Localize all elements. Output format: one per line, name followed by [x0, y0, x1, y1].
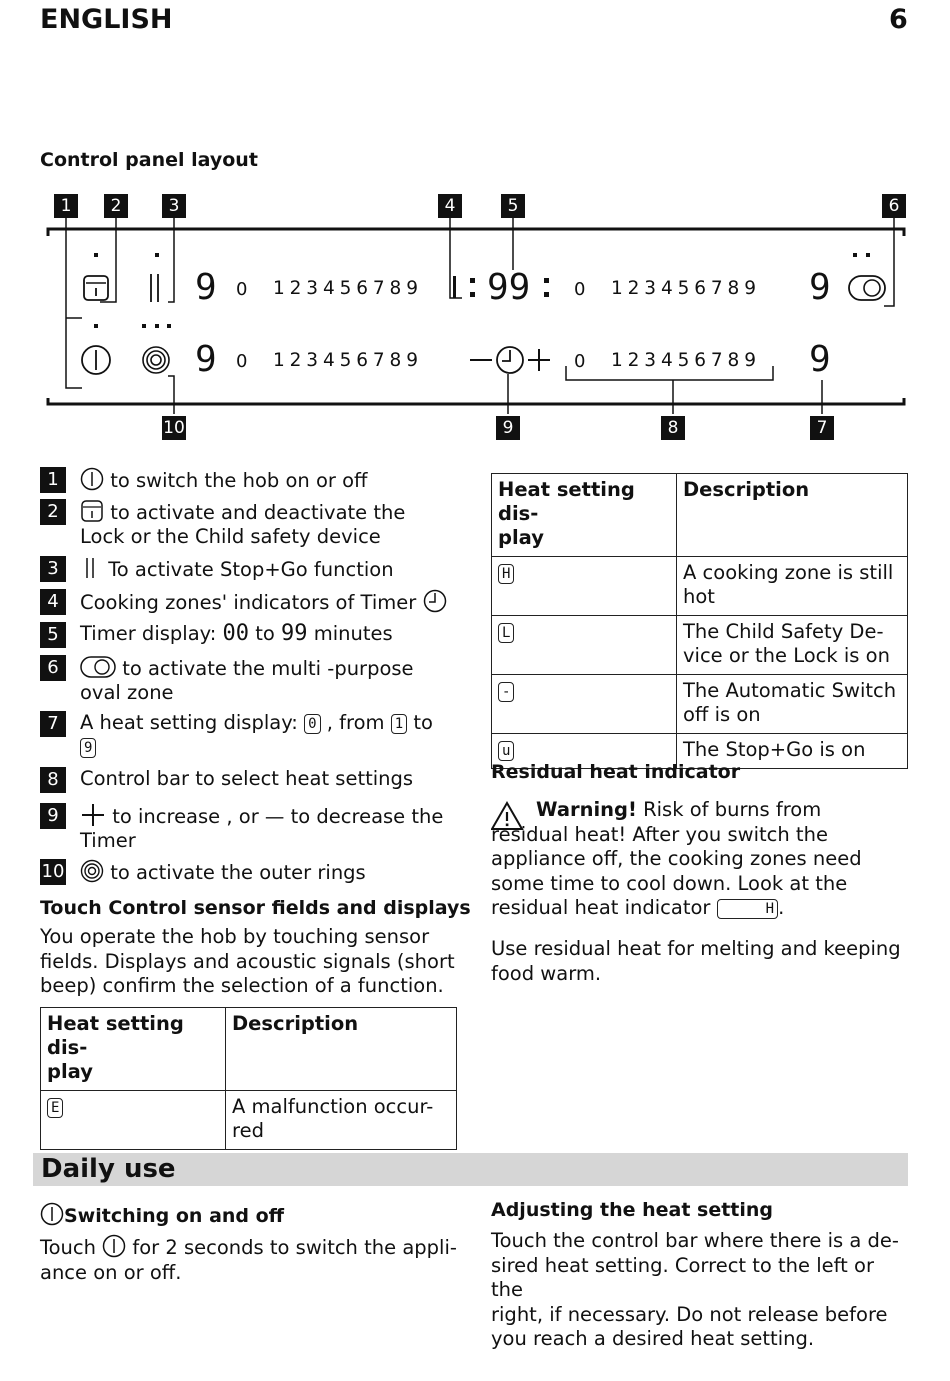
callout-5: 5: [501, 194, 525, 218]
residual-heat-symbol: H: [717, 899, 778, 919]
heat-from-symbol: 1: [391, 714, 407, 734]
legend-number: 5: [40, 622, 66, 648]
heat-max-symbol: 9: [80, 738, 96, 758]
legend-number: 2: [40, 499, 66, 525]
lock-icon: [84, 276, 108, 300]
heat-display-table-left: [40, 1007, 457, 1150]
adjusting-title: Adjusting the heat setting: [491, 1199, 774, 1221]
callout-7: 7: [810, 416, 834, 440]
plus-icon: [528, 349, 550, 371]
switching-title-text: Switching on and off: [64, 1205, 285, 1227]
heat-min-symbol: 0: [304, 714, 320, 734]
leader-1: [66, 218, 82, 388]
display-symbol: L: [498, 623, 514, 643]
legend-text: to activate the multi -purpose oval zone: [80, 657, 414, 704]
legend-item-5: [40, 622, 455, 646]
legend-text: Control bar to select heat settings: [80, 767, 414, 790]
oval-zone-icon: [80, 655, 116, 679]
callout-9: 9: [496, 416, 520, 440]
table-header: Heat setting dis- play: [41, 1008, 226, 1091]
callout-2: 2: [104, 194, 128, 218]
page-number: 6: [889, 4, 908, 35]
table-header: Heat setting dis- play: [492, 474, 677, 557]
power-icon: [40, 1202, 64, 1226]
table-cell: [492, 616, 677, 675]
plus-icon: [80, 803, 106, 827]
table-cell: [41, 1091, 226, 1150]
timer-min-value: 00: [222, 621, 250, 646]
warning-text: Risk of burns from residual heat! After you switch the appliance off, the cooking zones need some time to cool down. Look at the residual heat indicator: [491, 798, 862, 919]
rings-icon: [143, 347, 169, 373]
legend-item-6: [40, 655, 455, 705]
power-icon: [82, 346, 110, 374]
scale-zero-top-right: 0: [574, 279, 586, 300]
legend-text: to switch the hob on or off: [110, 469, 368, 492]
table-cell: The Child Safety De- vice or the Lock is on: [677, 616, 908, 675]
residual-heat-title: Residual heat indicator: [491, 761, 741, 783]
zone-digit-top-left: 9: [195, 267, 217, 308]
warning-label: Warning!: [536, 798, 637, 821]
table-header: Description: [226, 1008, 457, 1091]
adjusting-body: Touch the control bar where there is a de- sired heat setting. Correct to the left or the right, if necessary. Do not release before you reach a desired heat setting.: [491, 1229, 899, 1350]
switching-text: for 2 seconds to switch the appli- ance on or off.: [40, 1236, 457, 1284]
heat-scale-bottom-right[interactable]: 1 2 3 4 5 6 7 8 9: [611, 350, 756, 371]
power-icon: [80, 467, 104, 491]
leader-10: [168, 376, 174, 414]
legend-number: 10: [40, 859, 66, 885]
power-icon: [102, 1234, 126, 1258]
rings-icon: [80, 859, 104, 883]
legend-number: 6: [40, 655, 66, 681]
table-cell: A cooking zone is still hot: [677, 557, 908, 616]
display-symbol: E: [47, 1098, 63, 1118]
residual-warning: Warning! Risk of burns from residual heat! After you switch the appliance off, the cooking zones need some time to cool down. Look at the residual heat indicator H .: [491, 798, 862, 919]
legend-number: 1: [40, 467, 66, 493]
heat-display-table-right: [491, 473, 908, 769]
heat-scale-bottom-left[interactable]: 1 2 3 4 5 6 7 8 9: [273, 350, 418, 371]
table-cell: A malfunction occur- red: [226, 1091, 457, 1150]
zone-digit-top-right: 9: [809, 267, 831, 308]
language-header: ENGLISH: [40, 4, 173, 35]
scale-zero-bottom-right: 0: [574, 351, 586, 372]
heat-scale-top-right[interactable]: 1 2 3 4 5 6 7 8 9: [611, 278, 756, 299]
scale-zero-top-left: 0: [236, 279, 248, 300]
table-cell: The Automatic Switch off is on: [677, 675, 908, 734]
legend-text: Cooking zones' indicators of Timer: [80, 591, 417, 614]
legend-item-1: [40, 467, 455, 493]
legend-text: to increase , or — to decrease the Timer: [80, 805, 444, 852]
leader-8: [566, 366, 773, 414]
clock-icon: [423, 589, 447, 613]
legend-text: to activate the outer rings: [110, 861, 366, 884]
table-header: Description: [677, 474, 908, 557]
leader-6: [884, 218, 894, 306]
daily-use-title: Daily use: [41, 1154, 176, 1184]
pause-icon: [80, 556, 102, 580]
legend-text: minutes: [313, 622, 393, 645]
heat-scale-top-left[interactable]: 1 2 3 4 5 6 7 8 9: [273, 278, 418, 299]
scale-zero-bottom-left: 0: [236, 351, 248, 372]
legend-text: Timer display:: [80, 622, 217, 645]
oval-zone-icon: [849, 276, 885, 300]
pause-icon: [151, 274, 158, 302]
display-symbol: -: [498, 682, 514, 702]
legend-item-9: [40, 803, 455, 853]
legend-item-10: [40, 859, 455, 885]
switching-text: Touch: [40, 1236, 96, 1259]
legend-item-7: [40, 711, 455, 759]
legend-number: 8: [40, 767, 66, 793]
timer-display: 99: [487, 267, 531, 308]
legend-item-3: [40, 556, 455, 582]
callout-4: 4: [438, 194, 462, 218]
zone-digit-bottom-right: 9: [809, 339, 831, 380]
switching-body: [40, 1234, 460, 1285]
touch-control-body: You operate the hob by touching sensor fields. Displays and acoustic signals (short beep) confirm the selection of a function.: [40, 925, 455, 997]
legend-number: 4: [40, 589, 66, 615]
legend-text: to: [255, 622, 275, 645]
control-panel-title: Control panel layout: [40, 149, 258, 171]
clock-icon: [497, 347, 523, 373]
callout-10: 10: [163, 418, 185, 438]
legend-number: 9: [40, 803, 66, 829]
leader-3: [168, 218, 174, 302]
table-cell: [492, 675, 677, 734]
legend-number: 7: [40, 711, 66, 737]
legend-text: , from: [326, 711, 385, 734]
daily-use-banner: [33, 1153, 908, 1186]
residual-tip: Use residual heat for melting and keeping food warm.: [491, 937, 901, 985]
legend-text: to activate and deactivate the Lock or the Child safety device: [80, 501, 406, 548]
legend-text: A heat setting display:: [80, 711, 298, 734]
legend-item-8: [40, 767, 455, 791]
table-cell: [492, 557, 677, 616]
display-symbol: u: [498, 741, 514, 761]
table-cell: The Stop+Go is on: [677, 734, 908, 769]
callout-3: 3: [162, 194, 186, 218]
callout-6: 6: [882, 194, 906, 218]
lock-icon: [80, 499, 104, 523]
callout-8: 8: [661, 416, 685, 440]
callout-1: 1: [54, 194, 78, 218]
legend-item-4: [40, 589, 455, 615]
touch-control-title: Touch Control sensor fields and displays: [40, 897, 471, 919]
control-panel-diagram: [0, 0, 950, 450]
zone-digit-bottom-left: 9: [195, 339, 217, 380]
legend-text: To activate Stop+Go function: [108, 558, 394, 581]
legend-text: to: [413, 711, 433, 734]
legend-item-2: [40, 499, 455, 549]
legend-number: 3: [40, 556, 66, 582]
switching-title: [40, 1202, 284, 1227]
display-symbol: H: [498, 564, 514, 584]
timer-max-value: 99: [281, 621, 308, 646]
